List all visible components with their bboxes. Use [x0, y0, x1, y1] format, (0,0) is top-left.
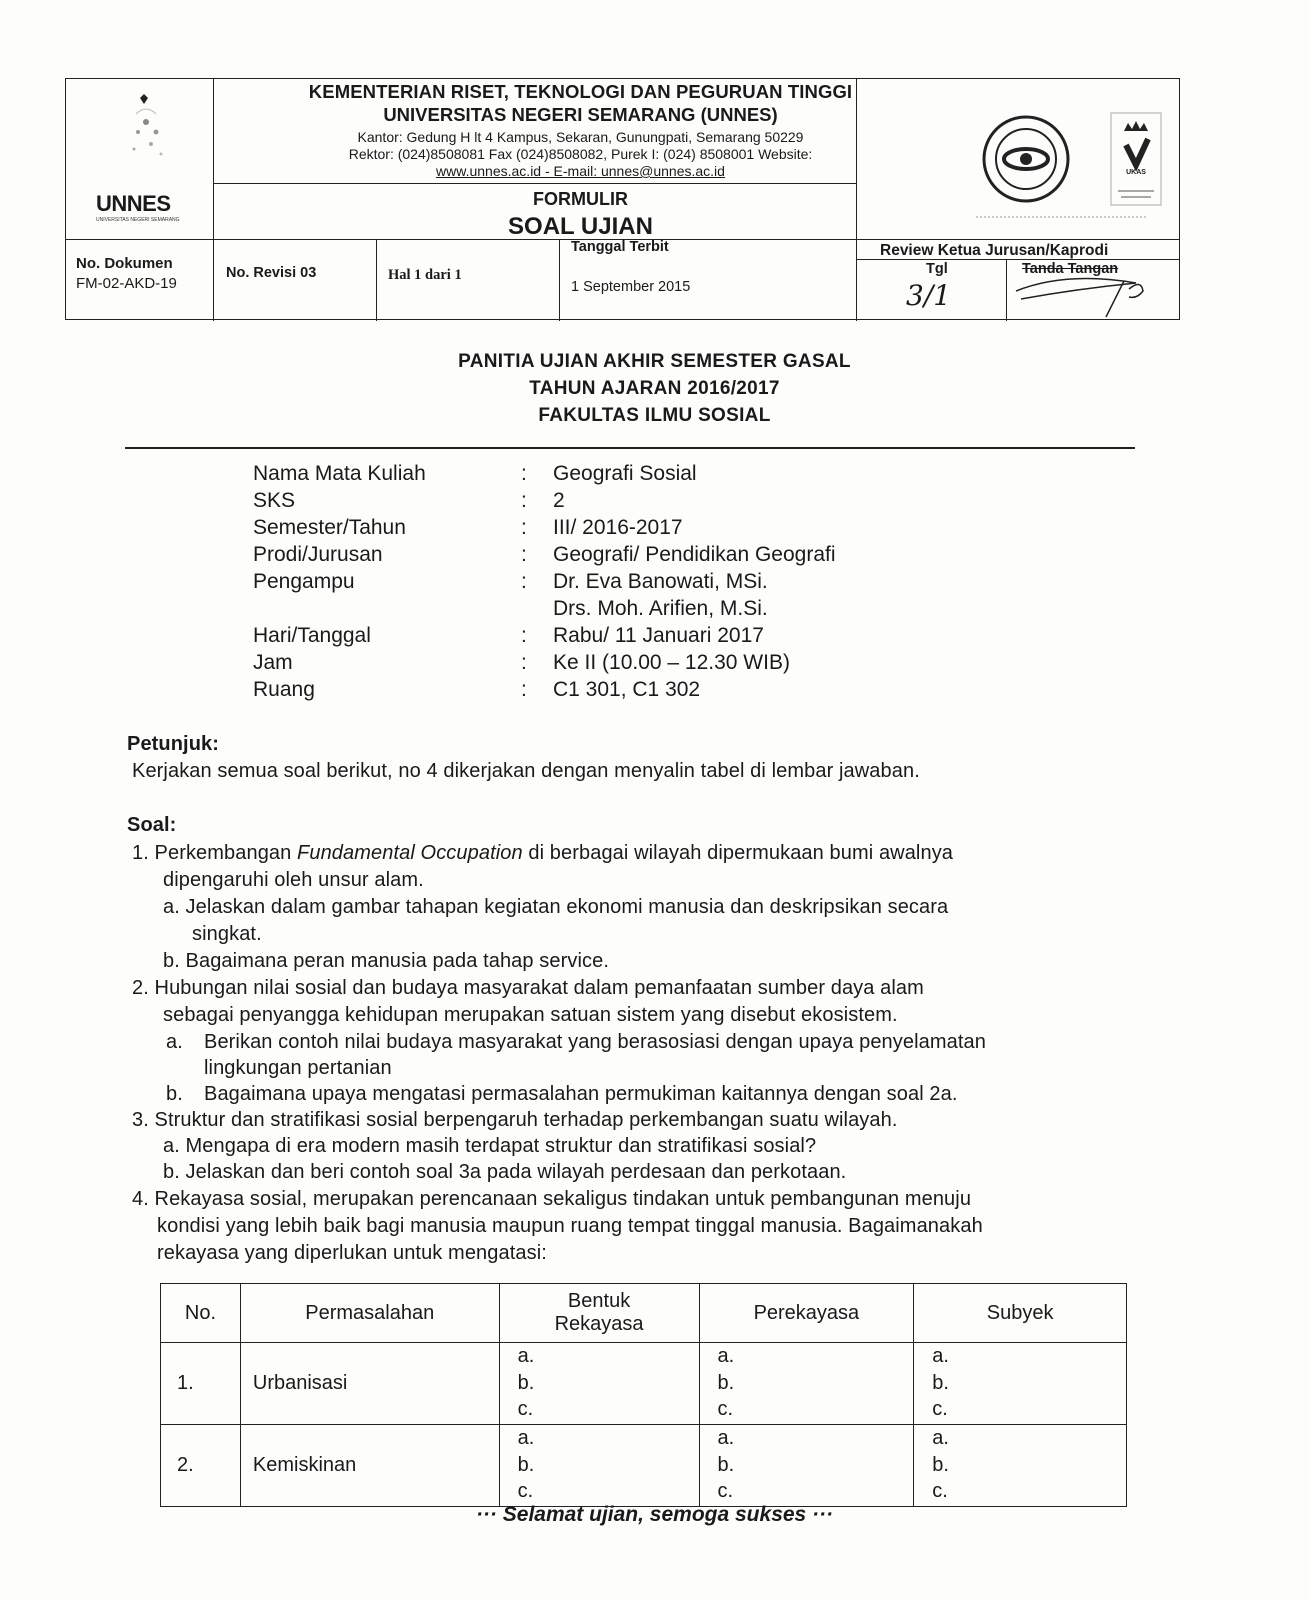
academic-year-title: TAHUN AJARAN 2016/2017	[529, 378, 780, 399]
question-1b: b. Bagaimana peran manusia pada tahap service.	[163, 950, 609, 972]
table-row	[161, 1425, 1127, 1507]
instructions-heading: Petunjuk:	[127, 733, 220, 755]
row-subject-items: a. b. c.	[914, 1343, 1127, 1425]
doc-number-label: No. Dokumen	[76, 255, 173, 272]
university-name: UNIVERSITAS NEGERI SEMARANG (UNNES)	[383, 104, 778, 125]
question-2b: Bagaimana upaya mengatasi permasalahan permukiman kaitannya dengan soal 2a.	[204, 1083, 958, 1105]
signature-label: Tanda Tangan	[1022, 261, 1119, 277]
header-problem: Permasalahan	[240, 1284, 499, 1343]
contact-line: Rektor: (024)8508081 Fax (024)8508082, Purek I: (024) 8508001 Website:	[348, 146, 813, 162]
question-2b-label: b.	[166, 1083, 183, 1105]
question-1a-line2: singkat.	[192, 923, 262, 945]
date-label: Tgl	[926, 261, 948, 277]
row-subject-items: a. b. c.	[914, 1425, 1127, 1507]
doc-number-value: FM-02-AKD-19	[76, 275, 177, 292]
signature-icon	[1011, 269, 1171, 324]
row-form-items: a. b. c.	[499, 1343, 699, 1425]
page-info: Hal 1 dari 1	[388, 267, 462, 283]
header-engineer: Perekayasa	[699, 1284, 914, 1343]
question-2a-label: a.	[166, 1031, 183, 1053]
ukas-crown-icon	[1111, 113, 1161, 205]
question-3b: b. Jelaskan dan beri contoh soal 3a pada wilayah perdesaan dan perkotaan.	[163, 1161, 847, 1183]
form-label: FORMULIR	[533, 189, 628, 209]
question-1-line2: dipengaruhi oleh unsur alam.	[163, 869, 424, 891]
question-3a: a. Mengapa di era modern masih terdapat struktur dan stratifikasi sosial?	[163, 1135, 817, 1157]
question-4-line3: rekayasa yang diperlukan untuk mengatasi:	[157, 1242, 547, 1264]
logo-subtext: UNIVERSITAS NEGERI SEMARANG	[96, 217, 180, 223]
document-header	[65, 78, 1180, 320]
exam-committee-title: PANITIA UJIAN AKHIR SEMESTER GASAL	[458, 351, 851, 372]
question-2-line2: sebagai penyangga kehidupan merupakan satuan sistem yang disebut ekosistem.	[163, 1004, 898, 1026]
header-no: No.	[161, 1284, 241, 1343]
faculty-title: FAKULTAS ILMU SOSIAL	[538, 405, 771, 426]
iso-seal-icon	[984, 117, 1068, 201]
issue-date-value: 1 September 2015	[571, 279, 691, 295]
review-label: Review Ketua Jurusan/Kaprodi	[880, 242, 1109, 259]
address: Kantor: Gedung H lt 4 Kampus, Sekaran, Gunungpati, Semarang 50229	[357, 129, 804, 145]
row-form-items: a. b. c.	[499, 1425, 699, 1507]
header-subject: Subyek	[914, 1284, 1127, 1343]
title-divider	[125, 447, 1135, 449]
row-engineer-items: a. b. c.	[699, 1425, 914, 1507]
questions-heading: Soal:	[127, 814, 177, 836]
table-row	[161, 1343, 1127, 1425]
row-number: 2.	[161, 1425, 241, 1507]
row-number: 1.	[161, 1343, 241, 1425]
instructions-text: Kerjakan semua soal berikut, no 4 dikerjakan dengan menyalin tabel di lembar jawaban.	[132, 760, 920, 782]
web-email-line: www.unnes.ac.id - E-mail: unnes@unnes.ac.id	[436, 163, 725, 179]
ministry-name: KEMENTERIAN RISET, TEKNOLOGI DAN PEGURUAN TINGGI	[308, 81, 853, 102]
certification-logos	[946, 109, 1176, 227]
unnes-logo-icon	[116, 94, 176, 179]
issue-date-label: Tanggal Terbit	[571, 239, 669, 255]
header-form: Bentuk Rekayasa	[499, 1284, 699, 1343]
question-3: 3. Struktur dan stratifikasi sosial berpengaruh terhadap perkembangan suatu wilayah.	[132, 1109, 898, 1131]
form-title: SOAL UJIAN	[508, 213, 653, 240]
question-4-line2: kondisi yang lebih baik bagi manusia maupun ruang tempat tinggal manusia. Bagaimanakah	[157, 1215, 983, 1237]
table-header-row	[161, 1284, 1127, 1343]
question-2a: Berikan contoh nilai budaya masyarakat yang berasosiasi dengan upaya penyelamatan	[204, 1031, 986, 1053]
question-4: 4. Rekayasa sosial, merupakan perencanaan sekaligus tindakan untuk pembangunan menuju	[132, 1188, 972, 1210]
review-date: 3/1	[906, 279, 952, 312]
question-1: 1. Perkembangan Fundamental Occupation di berbagai wilayah dipermukaan bumi awalnya	[132, 842, 954, 864]
ukas-label: UKAS	[1126, 169, 1146, 176]
logo-text: UNNES	[96, 191, 171, 216]
question-2: 2. Hubungan nilai sosial dan budaya masyarakat dalam pemanfaatan sumber daya alam	[132, 977, 924, 999]
revision-number: No. Revisi 03	[226, 265, 317, 281]
question-2a-line2: lingkungan pertanian	[204, 1057, 392, 1079]
row-problem: Urbanisasi	[240, 1343, 499, 1425]
question-1a: a. Jelaskan dalam gambar tahapan kegiatan ekonomi manusia dan deskripsikan secara	[163, 896, 949, 918]
organization-info	[218, 79, 943, 179]
closing-message: ··· Selamat ujian, semoga sukses ···	[475, 1503, 834, 1526]
row-engineer-items: a. b. c.	[699, 1343, 914, 1425]
engineering-table	[160, 1283, 1127, 1507]
row-problem: Kemiskinan	[240, 1425, 499, 1507]
